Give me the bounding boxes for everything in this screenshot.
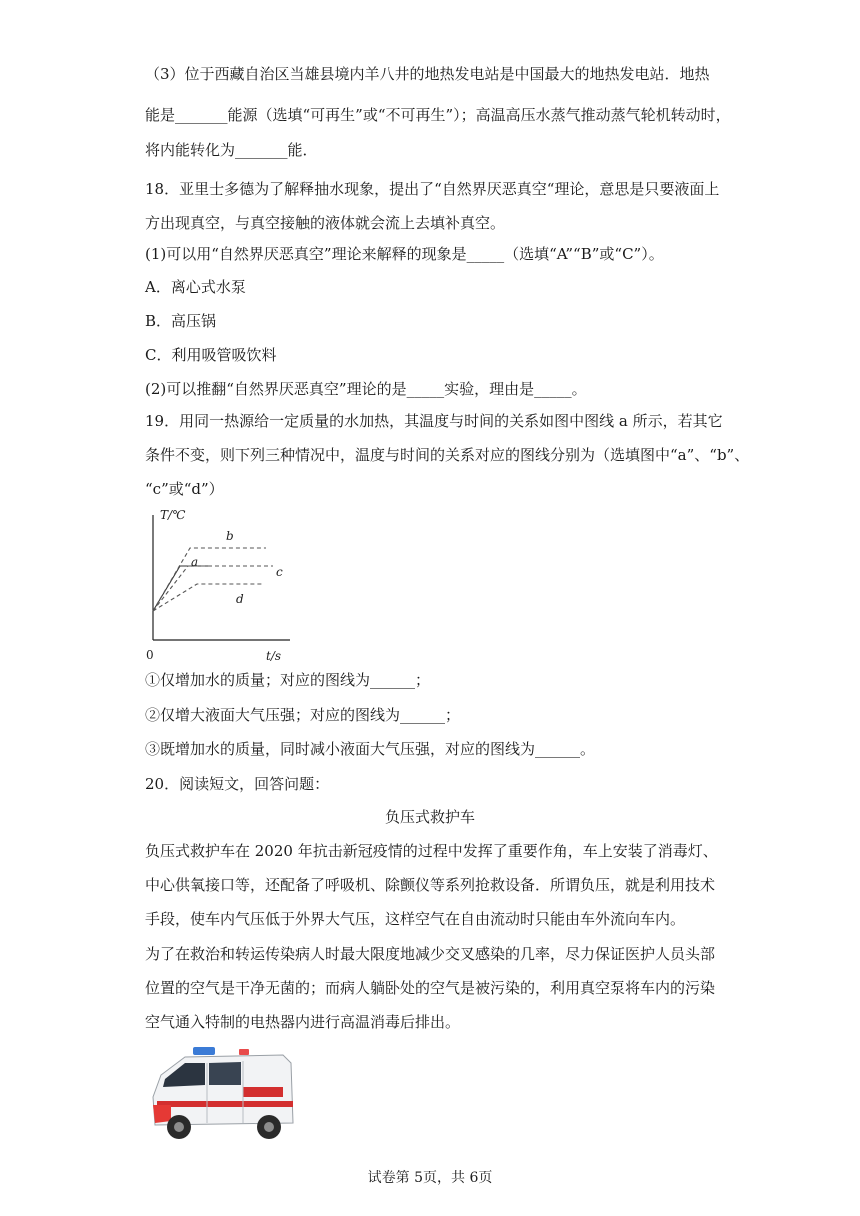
q18-option-b: B．高压锅	[145, 312, 217, 330]
q17-3-line3: 将内能转化为_______能．	[145, 141, 318, 159]
ambulance-photo	[143, 1035, 303, 1145]
article-p2-line3: 空气通入特制的电热器内进行高温消毒后排出。	[145, 1013, 461, 1031]
q18-line1: 18．亚里士多德为了解释抽水现象，提出了“自然界厌恶真空“理论，意思是只要液面上	[145, 180, 720, 198]
y-axis-label: T/℃	[160, 508, 186, 522]
temperature-time-graph	[140, 503, 300, 663]
curve-b	[153, 548, 266, 611]
article-title: 负压式救护车	[384, 808, 475, 826]
q19-item2: ②仅增大液面大气压强；对应的图线为______；	[145, 706, 461, 724]
q19-item1: ①仅增加水的质量；对应的图线为______；	[145, 671, 431, 689]
q18-option-c: C．利用吸管吸饮料	[145, 346, 277, 364]
origin-label: 0	[146, 648, 154, 662]
curve-label-c: c	[276, 565, 283, 579]
q19-line1: 19．用同一热源给一定质量的水加热，其温度与时间的关系如图中图线 a 所示，若其它	[145, 412, 723, 430]
article-p1-line1: 负压式救护车在 2020 年抗击新冠疫情的过程中发挥了重要作角，车上安装了消毒灯、	[145, 842, 718, 860]
q19-line2: 条件不变，则下列三种情况中，温度与时间的关系对应的图线分别为（选填图中“a”、“b”、	[145, 446, 750, 464]
article-p2-line1: 为了在救治和转运传染病人时最大限度地减少交叉感染的几率，尽力保证医护人员头部	[145, 945, 716, 963]
curve-d	[153, 584, 262, 611]
curve-label-b: b	[226, 529, 234, 543]
q20-heading: 20．阅读短文，回答问题：	[145, 775, 330, 793]
q17-3-line1: （3）位于西藏自治区当雄县境内羊八井的地热发电站是中国最大的地热发电站．地热	[145, 65, 710, 83]
article-p1-line3: 手段，使车内气压低于外界大气压，这样空气在自由流动时只能由车外流向车内。	[145, 910, 686, 928]
page-footer: 试卷第 5页，共 6页	[367, 1170, 493, 1186]
curve-label-d: d	[236, 592, 244, 606]
curve-label-a: a	[191, 555, 199, 569]
x-axis-label: t/s	[266, 649, 282, 663]
q18-part1: (1)可以用“自然界厌恶真空”理论来解释的现象是_____（选填“A”“B”或“C”）。	[145, 245, 664, 263]
curve-a	[153, 566, 208, 611]
article-p2-line2: 位置的空气是干净无菌的；而病人躺卧处的空气是被污染的，利用真空泵将车内的污染	[145, 979, 716, 997]
article-p1-line2: 中心供氧接口等，还配备了呼吸机、除颤仪等系列抢救设备．所谓负压，就是利用技术	[145, 876, 716, 894]
q18-line2: 方出现真空，与真空接触的液体就会流上去填补真空。	[145, 214, 506, 232]
q19-line3: “c”或“d”）	[145, 480, 224, 498]
q17-3-line2: 能是_______能源（选填“可再生”或“不可再生”）；高温高压水蒸气推动蒸气轮机转动时，	[145, 106, 731, 124]
q18-option-a: A．离心式水泵	[145, 278, 246, 296]
q19-item3: ③既增加水的质量，同时减小液面大气压强，对应的图线为______。	[145, 740, 596, 758]
curve-c	[153, 566, 273, 611]
q18-part2: (2)可以推翻“自然界厌恶真空”理论的是_____实验，理由是_____。	[145, 380, 587, 398]
